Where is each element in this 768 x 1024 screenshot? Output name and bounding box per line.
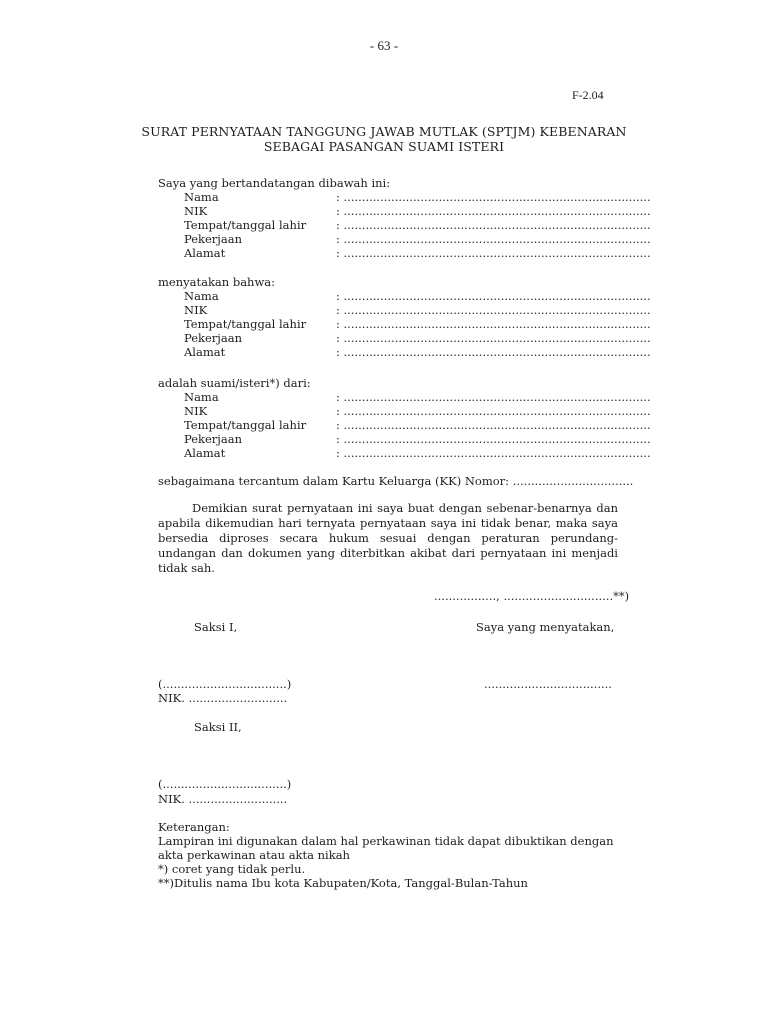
field-label-address: Alamat — [184, 345, 226, 359]
signer-label: Saya yang menyatakan, — [476, 620, 615, 634]
field-label-birth: Tempat/tanggal lahir — [184, 317, 307, 331]
field-label-nama: Nama — [184, 289, 219, 303]
witness1-name-line: (..................................) — [158, 677, 292, 691]
fill-line: : .................................................................................... — [336, 190, 651, 204]
fill-line: : .................................................................................... — [336, 204, 651, 218]
fill-line: : .................................................................................... — [336, 418, 651, 432]
field-label-job: Pekerjaan — [184, 232, 242, 246]
fill-line: : .................................................................................... — [336, 218, 651, 232]
field-label-nama: Nama — [184, 190, 219, 204]
notes-line: *) coret yang tidak perlu. — [158, 862, 306, 876]
witness2-nik-line: NIK. ........................... — [158, 792, 288, 806]
field-label-nik: NIK — [184, 204, 208, 218]
field-label-nik: NIK — [184, 404, 208, 418]
section-heading-signer: Saya yang bertandatangan dibawah ini: — [158, 176, 391, 190]
notes-line: akta perkawinan atau akta nikah — [158, 848, 350, 862]
witness1-nik-line: NIK. ........................... — [158, 691, 288, 705]
fill-line: : .................................................................................... — [336, 432, 651, 446]
field-label-nik: NIK — [184, 303, 208, 317]
witness2-label: Saksi II, — [194, 720, 242, 734]
field-label-address: Alamat — [184, 446, 226, 460]
field-label-address: Alamat — [184, 246, 226, 260]
fill-line: : .................................................................................... — [336, 303, 651, 317]
statement-line: tidak sah. — [158, 561, 215, 575]
page-number: - 63 - — [369, 38, 399, 53]
fill-line: : .................................................................................... — [336, 232, 651, 246]
notes-line: **)Ditulis nama Ibu kota Kabupaten/Kota, Tanggal-Bulan-Tahun — [158, 876, 528, 890]
fill-line: : .................................................................................... — [336, 289, 651, 303]
notes-heading: Keterangan: — [158, 820, 230, 834]
witness1-label: Saksi I, — [194, 620, 238, 634]
fill-line: : .................................................................................... — [336, 345, 651, 359]
place-date-line: ................., ..............................**) — [434, 589, 630, 603]
document-title-line2: SEBAGAI PASANGAN SUAMI ISTERI — [263, 139, 505, 154]
statement-line: Demikian surat pernyataan ini saya buat dengan sebenar-benarnya dan — [192, 501, 618, 515]
fill-line: : .................................................................................... — [336, 390, 651, 404]
statement-line: undangan dan dokumen yang diterbitkan akibat dari pernyataan ini menjadi — [158, 546, 618, 560]
signer-name-line: ................................... — [484, 677, 612, 691]
statement-line: apabila dikemudian hari ternyata pernyataan saya ini tidak benar, maka saya — [158, 516, 618, 530]
section-heading-spouse: adalah suami/isteri*) dari: — [158, 376, 311, 390]
statement-paragraph — [158, 501, 618, 576]
notes-line: Lampiran ini digunakan dalam hal perkawinan tidak dapat dibuktikan dengan — [158, 834, 614, 848]
document-title-line1: SURAT PERNYATAAN TANGGUNG JAWAB MUTLAK (SPTJM) KEBENARAN — [141, 124, 627, 139]
fill-line: : .................................................................................... — [336, 404, 651, 418]
fill-line: : .................................................................................... — [336, 317, 651, 331]
field-label-nama: Nama — [184, 390, 219, 404]
section-heading-declares: menyatakan bahwa: — [158, 275, 276, 289]
field-label-birth: Tempat/tanggal lahir — [184, 418, 307, 432]
field-label-job: Pekerjaan — [184, 432, 242, 446]
field-label-job: Pekerjaan — [184, 331, 242, 345]
kk-number-line: sebagaimana tercantum dalam Kartu Keluarga (KK) Nomor: ................................. — [158, 474, 634, 488]
witness2-name-line: (..................................) — [158, 777, 292, 791]
fill-line: : .................................................................................... — [336, 331, 651, 345]
fill-line: : .................................................................................... — [336, 446, 651, 460]
form-code: F-2.04 — [572, 88, 604, 102]
fill-line: : .................................................................................... — [336, 246, 651, 260]
field-label-birth: Tempat/tanggal lahir — [184, 218, 307, 232]
statement-line: bersedia diproses secara hukum sesuai dengan peraturan perundang- — [158, 531, 618, 545]
